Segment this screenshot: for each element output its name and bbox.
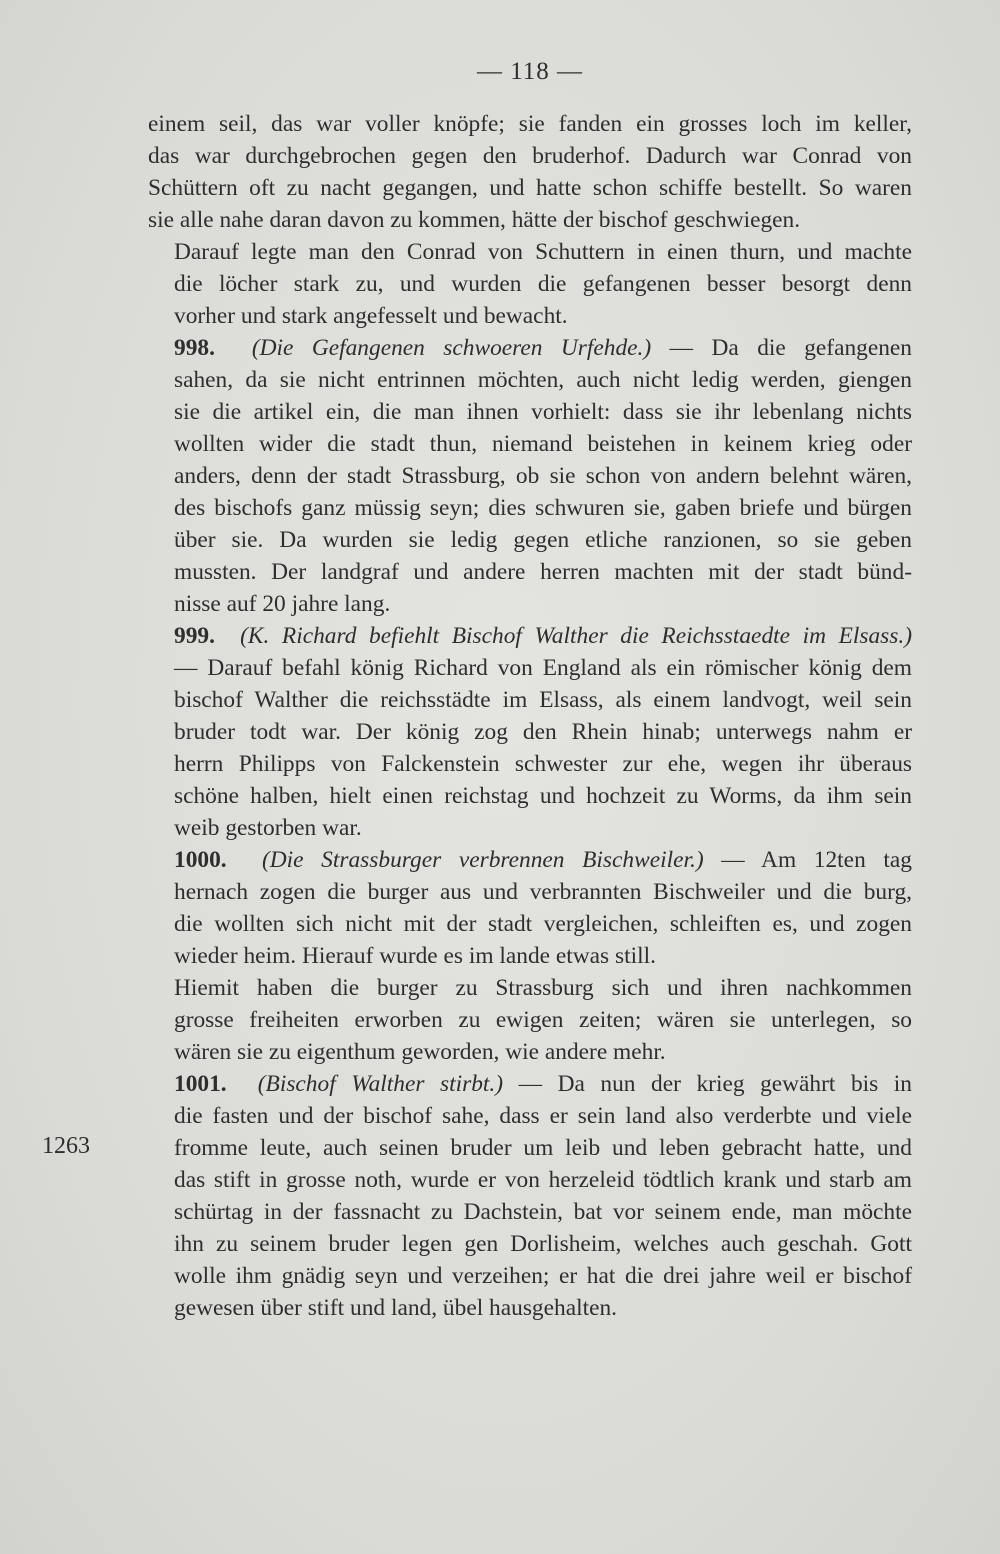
text-line: ihn zu seinem bruder legen gen Dorlisheim, welches auch geschah. Gott xyxy=(174,1231,912,1257)
text-line: die wollten sich nicht mit der stadt vergleichen, schleiften es, und zogen xyxy=(174,911,912,937)
text-line: sie alle nahe daran davon zu kommen, hätte der bischof geschwiegen. xyxy=(148,207,801,233)
text-line: hernach zogen die burger aus und verbrannten Bischweiler und die burg, xyxy=(174,879,912,905)
paragraph xyxy=(148,236,912,332)
entry-heading-line xyxy=(148,620,912,652)
entry-title: (Bischof Walther stirbt.) xyxy=(257,1071,504,1097)
text-line: wollten wider die stadt thun, niemand beistehen in keinem krieg oder xyxy=(174,431,912,457)
paragraph-continuation xyxy=(148,108,912,236)
entry-text: — Am 12ten tag xyxy=(721,847,912,873)
text-line: die löcher stark zu, und wurden die gefangenen besser besorgt denn xyxy=(174,271,912,297)
text-line: grosse freiheiten erworben zu ewigen zeiten; wären sie unterlegen, so xyxy=(174,1007,912,1033)
text-line: wolle ihm gnädig seyn und verzeihen; er hat die drei jahre weil er bischof xyxy=(174,1263,912,1289)
text-line: die fasten und der bischof sahe, dass er sein land also verderbte und viele xyxy=(174,1103,912,1129)
entry-heading-line xyxy=(148,1068,912,1100)
text-line: schöne halben, hielt einen reichstag und hochzeit zu Worms, da ihm sein xyxy=(174,783,912,809)
text-line: nisse auf 20 jahre lang. xyxy=(174,591,391,617)
text-line: weib gestorben war. xyxy=(174,815,362,841)
text-line: vorher und stark angefesselt und bewacht. xyxy=(174,303,568,329)
entry-number: 998. xyxy=(174,335,215,361)
entry-1000 xyxy=(148,844,912,972)
text-line: wären sie zu eigenthum geworden, wie andere mehr. xyxy=(174,1039,666,1065)
entry-text: — Da nun der krieg gewährt bis in xyxy=(518,1071,913,1097)
text-line: schürtag in der fassnacht zu Dachstein, bat vor seinem ende, man möchte xyxy=(174,1199,912,1225)
text-line: bruder todt war. Der könig zog den Rhein hinab; unterwegs nahm er xyxy=(174,719,912,745)
entry-title: (Die Gefangenen schwoeren Urfehde.) xyxy=(251,335,652,361)
text-line: einem seil, das war voller knöpfe; sie fanden ein grosses loch im keller, xyxy=(148,111,912,137)
text-line: Schüttern oft zu nacht gegangen, und hatte schon schiffe bestellt. So waren xyxy=(148,175,912,201)
text-line: fromme leute, auch seinen bruder um leib und leben gebracht hatte, und xyxy=(174,1135,912,1161)
text-line: sahen, da sie nicht entrinnen möchten, auch nicht ledig werden, giengen xyxy=(174,367,912,393)
text-line: das stift in grosse noth, wurde er von herzeleid tödtlich krank und starb am xyxy=(174,1167,912,1193)
text-line: gewesen über stift und land, übel hausgehalten. xyxy=(174,1295,617,1321)
entry-number: 1000. xyxy=(174,847,227,873)
text-line: mussten. Der landgraf und andere herren machten mit der stadt bünd- xyxy=(174,559,912,585)
page-body xyxy=(148,108,912,1324)
entry-1001 xyxy=(148,1068,912,1324)
margin-year: 1263 xyxy=(42,1133,90,1159)
text-line: Darauf legte man den Conrad von Schuttern in einen thurn, und machte xyxy=(174,239,912,265)
text-line: des bischofs ganz müssig seyn; dies schwuren sie, gaben briefe und bürgen xyxy=(174,495,912,521)
entry-number: 999. xyxy=(174,623,215,649)
entry-998 xyxy=(148,332,912,620)
entry-heading-line xyxy=(148,332,912,364)
text-line: über sie. Da wurden sie ledig gegen etliche ranzionen, so sie geben xyxy=(174,527,912,553)
entry-999 xyxy=(148,620,912,844)
text-line: wieder heim. Hierauf wurde es im lande etwas still. xyxy=(174,943,656,969)
text-line: sie die artikel ein, die man ihnen vorhielt: dass sie ihr lebenlang nichts xyxy=(174,399,912,425)
entry-heading-line xyxy=(148,844,912,876)
entry-title: (Die Strassburger verbrennen Bischweiler.) xyxy=(261,847,704,873)
paragraph xyxy=(148,972,912,1068)
entry-text: — Da die gefangenen xyxy=(669,335,912,361)
text-line: anders, denn der stadt Strassburg, ob sie schon von andern belehnt wären, xyxy=(174,463,912,489)
text-line: bischof Walther die reichsstädte im Elsass, als einem landvogt, weil sein xyxy=(174,687,912,713)
entry-title: (K. Richard befiehlt Bischof Walther die Reichsstaedte im Elsass.) xyxy=(240,623,912,649)
text-line: herrn Philipps von Falckenstein schwester zur ehe, wegen ihr überaus xyxy=(174,751,912,777)
text-line: Hiemit haben die burger zu Strassburg sich und ihren nachkommen xyxy=(174,975,912,1001)
text-line: das war durchgebrochen gegen den bruderhof. Dadurch war Conrad von xyxy=(148,143,912,169)
entry-number: 1001. xyxy=(174,1071,227,1097)
text-line: — Darauf befahl könig Richard von England als ein römischer könig dem xyxy=(174,655,912,681)
page-number: — 118 — xyxy=(476,58,584,85)
